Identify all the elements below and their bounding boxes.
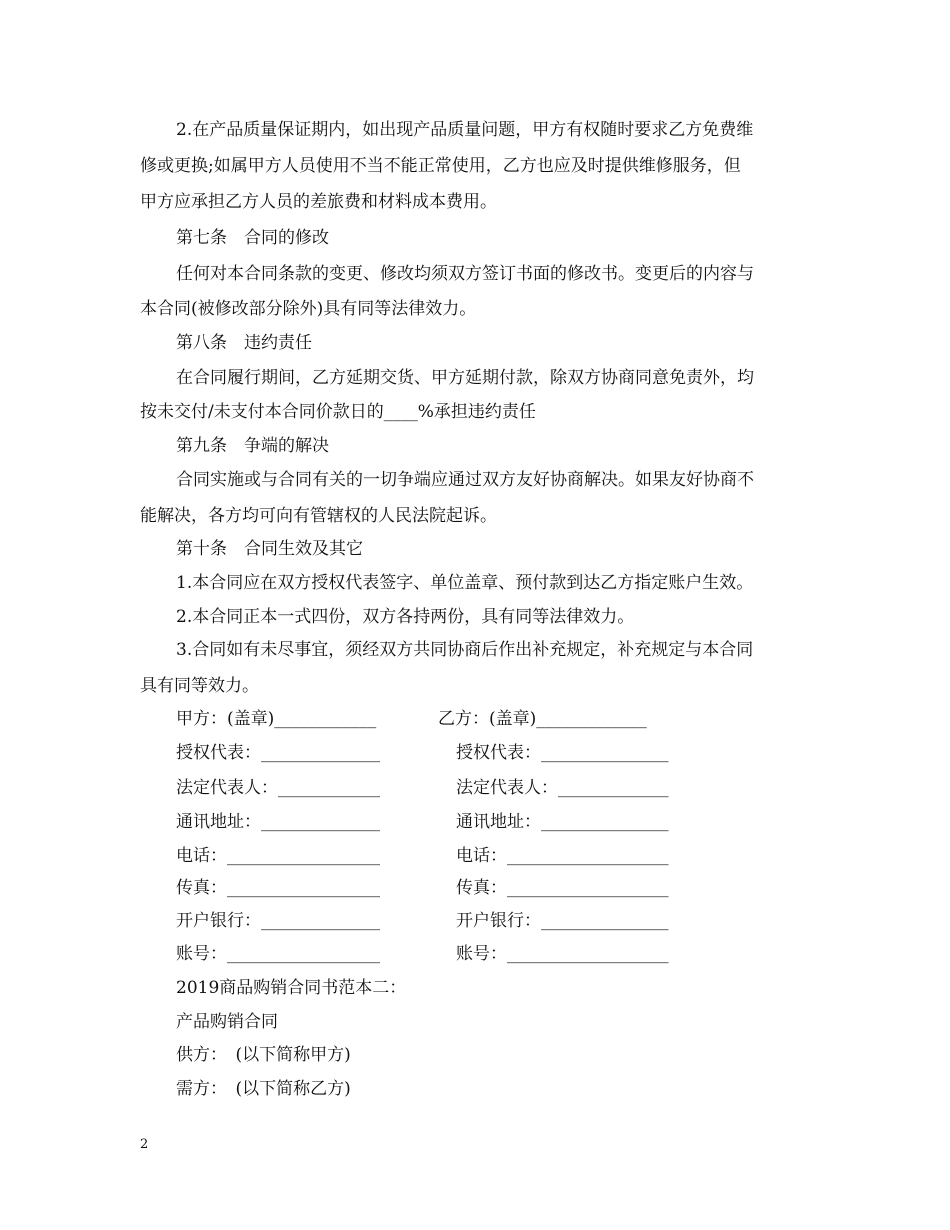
party-b-fax-field: 传真：___________________ (456, 878, 669, 898)
party-a-account-field: 账号：__________________ (176, 944, 380, 964)
article-7-heading: 第七条 合同的修改 (176, 228, 329, 248)
paragraph-line: 1.本合同应在双方授权代表签字、单位盖章、预付款到达乙方指定账户生效。 (176, 573, 754, 593)
paragraph-line: 2.本合同正本一式四份，双方各持两份，具有同等法律效力。 (176, 607, 635, 627)
party-a-phone-field: 电话：__________________ (176, 846, 380, 866)
paragraph-line: 本合同(被修改部分除外)具有同等法律效力。 (140, 299, 477, 319)
paragraph-line: 合同实施或与合同有关的一切争端应通过双方友好协商解决。如果友好协商不 (176, 470, 754, 490)
page-number: 2 (140, 1137, 149, 1152)
party-b-seal-field: 乙方：(盖章)_____________ (438, 709, 647, 729)
paragraph-line: 2.在产品质量保证期内，如出现产品质量问题，甲方有权随时要求乙方免费维 (176, 120, 754, 140)
article-10-heading: 第十条 合同生效及其它 (176, 539, 363, 559)
party-a-bank-field: 开户银行：______________ (176, 911, 380, 931)
party-b-bank-field: 开户银行：_______________ (456, 911, 669, 931)
paragraph-line: 在合同履行期间，乙方延期交货、甲方延期付款，除双方协商同意免责外，均 (176, 368, 754, 388)
paragraph-line: 能解决，各方均可向有管辖权的人民法院起诉。 (140, 506, 497, 526)
party-b-address-field: 通讯地址：_______________ (456, 812, 669, 832)
template-two-heading: 2019商品购销合同书范本二： (176, 978, 407, 998)
paragraph-line: 修或更换;如属甲方人员使用不当不能正常使用，乙方也应及时提供维修服务，但 (140, 156, 741, 176)
paragraph-line: 按未交付/未支付本合同价款日的____%承担违约责任 (140, 402, 536, 422)
party-a-fax-field: 传真：__________________ (176, 878, 380, 898)
party-a-seal-field: 甲方：(盖章)____________ (176, 709, 377, 729)
party-b-authorized-rep-field: 授权代表：_______________ (456, 743, 669, 763)
supplier-line: 供方： (以下简称甲方) (176, 1045, 351, 1065)
paragraph-line: 甲方应承担乙方人员的差旅费和材料成本费用。 (140, 192, 497, 212)
party-b-account-field: 账号：___________________ (456, 944, 669, 964)
buyer-line: 需方： (以下简称乙方) (176, 1079, 351, 1099)
party-b-phone-field: 电话：___________________ (456, 846, 669, 866)
article-9-heading: 第九条 争端的解决 (176, 436, 329, 456)
paragraph-line: 3.合同如有未尽事宜，须经双方共同协商后作出补充规定，补充规定与本合同 (176, 640, 754, 660)
article-8-heading: 第八条 违约责任 (176, 333, 312, 353)
party-b-legal-rep-field: 法定代表人：_____________ (456, 778, 669, 798)
party-a-address-field: 通讯地址：______________ (176, 812, 380, 832)
party-a-legal-rep-field: 法定代表人：____________ (176, 778, 380, 798)
party-a-authorized-rep-field: 授权代表：______________ (176, 743, 380, 763)
paragraph-line: 任何对本合同条款的变更、修改均须双方签订书面的修改书。变更后的内容与 (176, 264, 754, 284)
contract-title: 产品购销合同 (176, 1012, 278, 1032)
paragraph-line: 具有同等效力。 (140, 676, 259, 696)
